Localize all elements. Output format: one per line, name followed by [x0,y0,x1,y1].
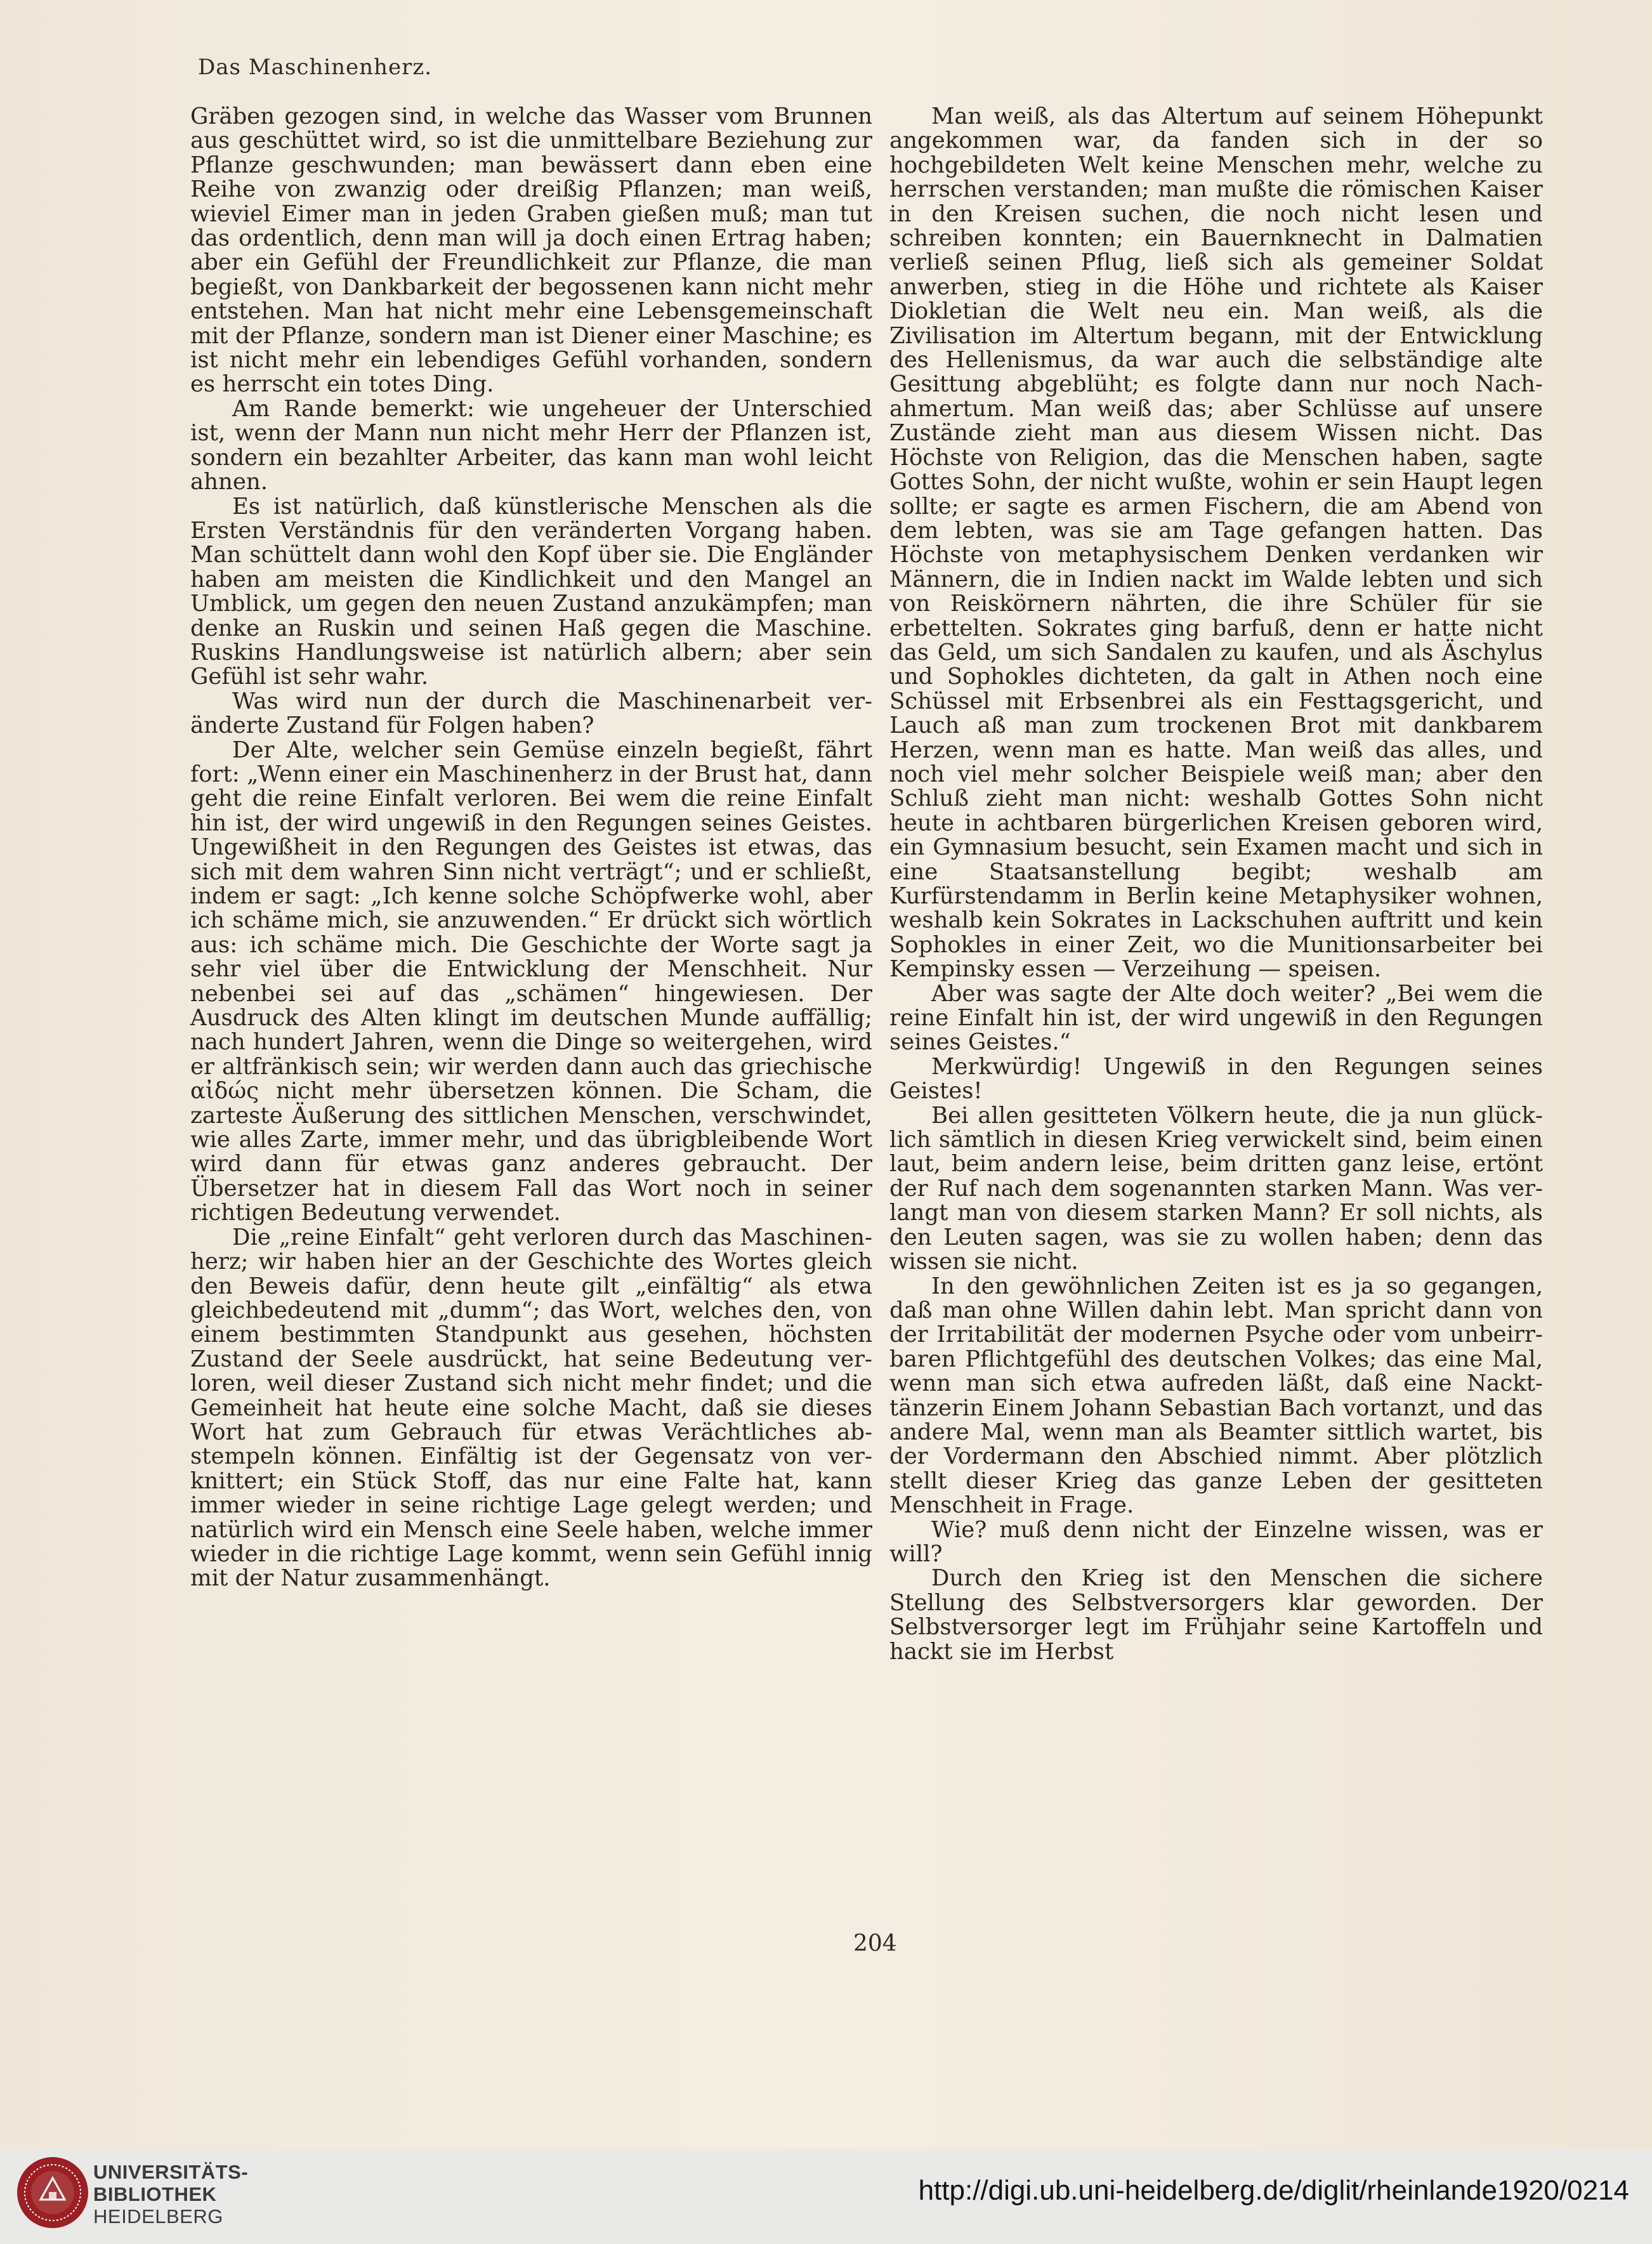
source-url-link[interactable]: http://digi.ub.uni-heidelberg.de/diglit/rheinlande1920/0214 [918,2175,1629,2206]
paragraph: Wie? muß denn nicht der Einzelne wissen, was er will? [889,1516,1543,1567]
library-name-line1: UNIVERSITÄTS- [93,2161,249,2183]
paragraph: Die „reine Einfalt“ geht verloren durch das Maschinenherz; wir haben hier an der Geschichte des Wortes gleich den Beweis dafür, denn heute gilt „einfältig“ als etwa gleichbedeutend mit „dumm“; das Wort, welches den, von einem bestimmten Standpunkt aus gesehen, höchsten Zustand der Seele ausdrückt, hat seine Bedeutung verloren, weil dieser Zustand sich nicht mehr findet; und die Gemeinheit hat heute eine solche Macht, daß sie dieses Wort hat zum Gebrauch für etwas Verächtliches abstempeln können. Einfältig ist der Gegensatz von verknittert; ein Stück Stoff, das nur eine Falte hat, kann immer wieder in seine richtige Lage gelegt werden; und natürlich wird ein Mensch eine Seele haben, welche immer wieder in die richtige Lage kommt, wenn sein Gefühl innig mit der Natur zusammenhängt. [190,1224,872,1592]
paragraph: Gräben gezogen sind, in welche das Wasser vom Brunnen aus geschüttet wird, so ist die unmittelbare Beziehung zur Pflanze geschwunden; man bewässert dann eben eine Reihe von zwanzig oder dreißig Pflanzen; man weiß, wieviel Eimer man in jeden Graben gießen muß; man tut das ordentlich, denn man will ja doch einen Ertrag haben; aber ein Gefühl der Freundlichkeit zur Pflanze, die man begießt, von Dankbarkeit der begossenen kann nicht mehr entstehen. Man hat nicht mehr eine Lebensgemeinschaft mit der Pflanze, sondern man ist Diener einer Maschine; es ist nicht mehr ein lebendiges Gefühl vorhanden, sondern es herrscht ein totes Ding. [190,103,872,398]
paragraph: Der Alte, welcher sein Gemüse einzeln begießt, fährt fort: „Wenn einer ein Maschinenherz in der Brust hat, dann geht die reine Einfalt verloren. Bei wem die reine Einfalt hin ist, der wird ungewiß in den Regungen seines Geistes. Ungewißheit in den Regungen des Geistes ist etwas, das sich mit dem wahren Sinn nicht verträgt“; und er schließt, indem er sagt: „Ich kenne solche Schöpfwerke wohl, aber ich schäme mich, sie anzuwenden.“ Er drückt sich wörtlich aus: ich schäme mich. Die Geschichte der Worte sagt ja sehr viel über die Entwicklung der Menschheit. Nur nebenbei sei auf das „schämen“ hingewiesen. Der Ausdruck des Alten klingt im deutschen Munde auffällig; nach hundert Jahren, wenn die Dinge so weitergehen, wird er altfränkisch sein; wir werden dann auch das griechische αἰδώς nicht mehr übersetzen können. Die Scham, die zarteste Äußerung des sittlichen Menschen, verschwindet, wie alles Zarte, immer mehr, und das übrigbleibende Wort wird dann für etwas ganz anderes gebraucht. Der Übersetzer hat in diesem Fall das Wort noch in seiner richtigen Bedeutung verwendet. [190,737,872,1226]
page-number: 204 [853,1931,897,1957]
library-name [93,2161,248,2228]
library-name-line3: HEIDELBERG [93,2205,223,2228]
left-column [190,105,872,1591]
library-name-line2: BIBLIOTHEK [93,2183,217,2205]
paragraph: Aber was sagte der Alte doch weiter? „Bei wem die reine Einfalt hin ist, der wird ungewiß in den Regungen seines Geistes.“ [889,980,1543,1056]
paragraph: Es ist natürlich, daß künstlerische Menschen als die Ersten Verständnis für den veränderten Vorgang haben. Man schüttelt dann wohl den Kopf über sie. Die Engländer haben am meisten die Kindlichkeit und den Mangel an Umblick, um gegen den neuen Zustand anzukämpfen; man denke an Ruskin und seinen Haß gegen die Maschine. Ruskins Handlungsweise ist natürlich albern; aber sein Gefühl ist sehr wahr. [190,493,872,690]
paragraph: Man weiß, als das Altertum auf seinem Höhepunkt angekommen war, da fanden sich in der so hochgebildeten Welt keine Menschen mehr, welche zu herrschen verstanden; man mußte die römischen Kaiser in den Kreisen suchen, die noch nicht lesen und schreiben konnten; ein Bauernknecht in Dalmatien verließ seinen Pflug, ließ sich als gemeiner Soldat anwerben, stieg in die Höhe und richtete als Kaiser Diokletian die Welt neu ein. Man weiß, als die Zivilisation im Altertum begann, mit der Entwicklung des Hellenismus, da war auch die selbständige alte Gesittung abgeblüht; es folgte dann nur noch Nachahmertum. Man weiß das; aber Schlüsse auf unsere Zustände zieht man aus diesem Wissen nicht. Das Höchste von Religion, das die Menschen haben, sagte Gottes Sohn, der nicht wußte, wohin er sein Haupt legen sollte; er sagte es armen Fischern, die am Abend von dem lebten, was sie am Tage gefangen hatten. Das Höchste von metaphysischem Denken verdanken wir Männern, die in Indien nackt im Walde lebten und sich von Reiskörnern nährten, die ihre Schüler für sie erbettelten. Sokrates ging barfuß, denn er hatte nicht das Geld, um sich Sandalen zu kaufen, und als Äschylus und Sophokles dichteten, da galt in Athen noch eine Schüssel mit Erbsenbrei als ein Festtagsgericht, und Lauch aß man zum trockenen Brot mit dankbarem Herzen, wenn man es hatte. Man weiß das alles, und noch viel mehr solcher Beispiele weiß man; aber den Schluß zieht man nicht: weshalb Gottes Sohn nicht heute in achtbaren bürgerlichen Kreisen geboren wird, ein Gymnasium besucht, sein Examen macht und sich in eine Staatsanstellung begibt; weshalb am Kurfürstendamm in Berlin keine Metaphysiker wohnen, weshalb kein Sokrates in Lackschuhen auftritt und kein Sophokles in einer Zeit, wo die Munitionsarbeiter bei Kempinsky essen — Verzeihung — speisen. [889,103,1543,983]
paragraph: In den gewöhnlichen Zeiten ist es ja so gegangen, daß man ohne Willen dahin lebt. Man spricht dann von der Irritabilität der modernen Psyche oder vom unbeirrbaren Pflichtgefühl des deutschen Volkes; das eine Mal, wenn man sich etwa aufreden läßt, daß eine Nackttänzerin Einem Johann Sebastian Bach vortanzt, und das andere Mal, wenn man als Beamter sittlich wartet, bis der Vordermann den Abschied nimmt. Aber plötzlich stellt dieser Krieg das ganze Leben der gesitteten Menschheit in Frage. [889,1273,1543,1519]
paragraph: Was wird nun der durch die Maschinenarbeit veränderte Zustand für Folgen haben? [190,688,872,739]
paragraph: Durch den Krieg ist den Menschen die sichere Stellung des Selbstversorgers klar geworden. Der Selbstversorger legt im Frühjahr seine Kartoffeln und hackt sie im Herbst [889,1565,1543,1665]
paragraph: Bei allen gesitteten Völkern heute, die ja nun glücklich sämtlich in diesen Krieg verwickelt sind, beim einen laut, beim andern leise, beim dritten ganz leise, ertönt der Ruf nach dem sogenannten starken Mann. Was verlangt man von diesem starken Mann? Er soll nichts, als den Leuten sagen, was sie zu wollen haben; denn das wissen sie nicht. [889,1102,1543,1275]
paragraph: Am Rande bemerkt: wie ungeheuer der Unterschied ist, wenn der Mann nun nicht mehr Herr der Pflanzen ist, sondern ein bezahlter Arbeiter, das kann man wohl leicht ahnen. [190,395,872,495]
right-column [889,105,1543,1664]
running-head: Das Maschinenherz. [198,55,433,80]
university-library-seal-icon [15,2155,90,2230]
paragraph: Merkwürdig! Ungewiß in den Regungen seines Geistes! [889,1053,1543,1105]
